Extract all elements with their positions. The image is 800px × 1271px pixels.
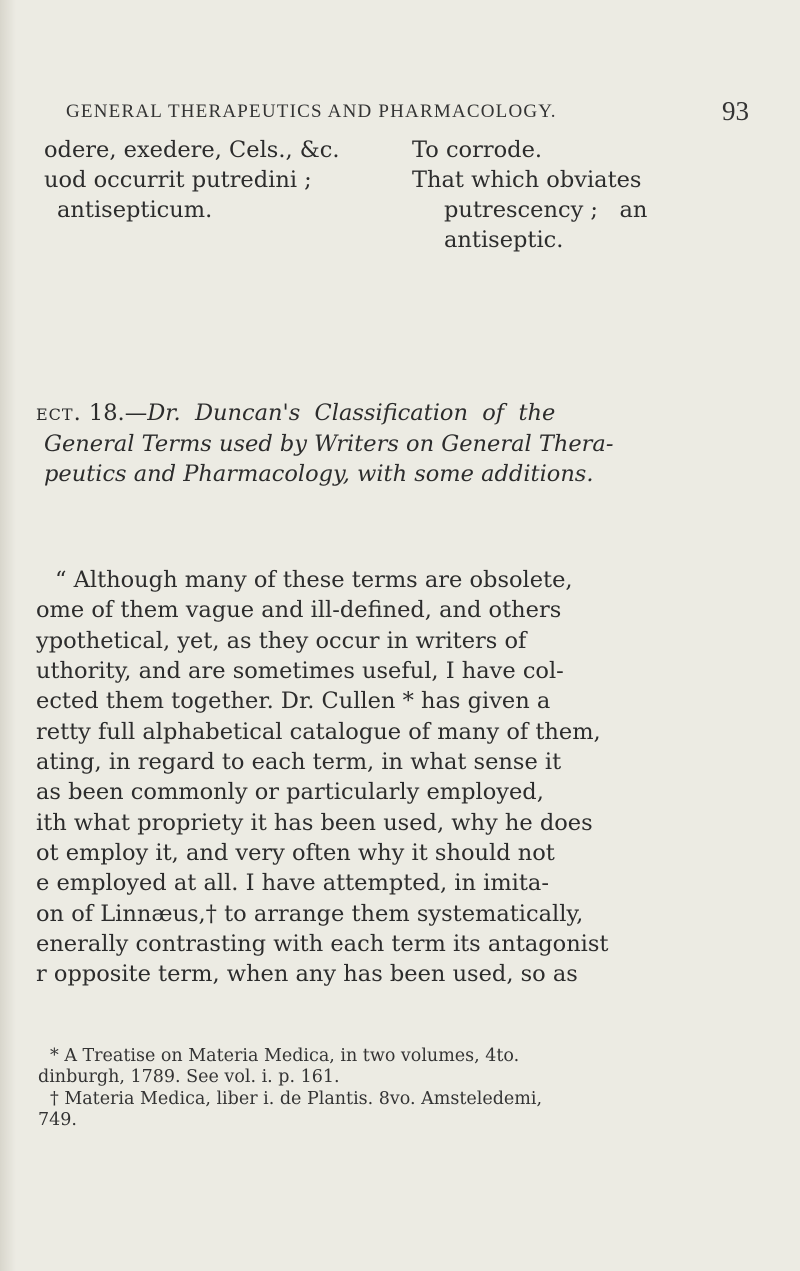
glossary-english: To corrode. (412, 137, 543, 163)
footnote-line: * A Treatise on Materia Medica, in two volumes, 4to. (50, 1046, 520, 1066)
section-heading (36, 398, 776, 490)
page-gutter-shadow (0, 0, 16, 1271)
text-line: ating, in regard to each term, in what sense it (36, 749, 562, 776)
text-line: ypothetical, yet, as they occur in writers of (36, 627, 527, 654)
section-number: 18.— (88, 400, 148, 426)
text-line: uthority, and are sometimes useful, I have col- (36, 658, 564, 685)
footnote-line: dinburgh, 1789. See vol. i. p. 161. (38, 1067, 340, 1088)
text-line: e employed at all. I have attempted, in imita- (36, 870, 549, 897)
text-line: ected them together. Dr. Cullen * has given a (36, 688, 551, 715)
section-title-line: General Terms used by Writers on General Thera- (44, 430, 614, 457)
footnote-line: † Materia Medica, liber i. de Plantis. 8vo. Amsteledemi, (50, 1088, 543, 1109)
glossary-english: antiseptic. (444, 227, 564, 253)
section-title-line: Dr. Duncan's Classification of the (147, 400, 556, 426)
glossary-latin: odere, exedere, Cels., &c. (44, 137, 340, 163)
text-line: enerally contrasting with each term its antagonist (36, 931, 609, 958)
text-line: on of Linnæus,† to arrange them systematically, (36, 900, 584, 927)
body-text (36, 565, 792, 990)
text-line: retty full alphabetical catalogue of many of them, (36, 718, 601, 745)
text-line: “ Although many of these terms are obsolete, (55, 567, 573, 593)
footnotes (38, 1046, 788, 1131)
text-line: ith what propriety it has been used, why he does (36, 809, 593, 836)
section-label: ect. (36, 400, 82, 426)
page-number: 93 (722, 96, 749, 126)
text-line: as been commonly or particularly employed, (36, 779, 544, 806)
glossary-latin: uod occurrit putredini ; (44, 167, 312, 193)
glossary-latin: antisepticum. (57, 197, 213, 223)
text-line: r opposite term, when any has been used, so as (36, 961, 578, 988)
glossary-english: putrescency ; an (444, 197, 648, 223)
text-line: ome of them vague and ill-defined, and others (36, 597, 562, 624)
running-head-title: GENERAL THERAPEUTICS AND PHARMACOLOGY. (66, 101, 557, 122)
footnote-line: 749. (38, 1109, 77, 1130)
text-line: ot employ it, and very often why it should not (36, 840, 555, 867)
glossary-english: That which obviates (412, 167, 642, 193)
section-title-line: peutics and Pharmacology, with some additions. (44, 461, 594, 487)
